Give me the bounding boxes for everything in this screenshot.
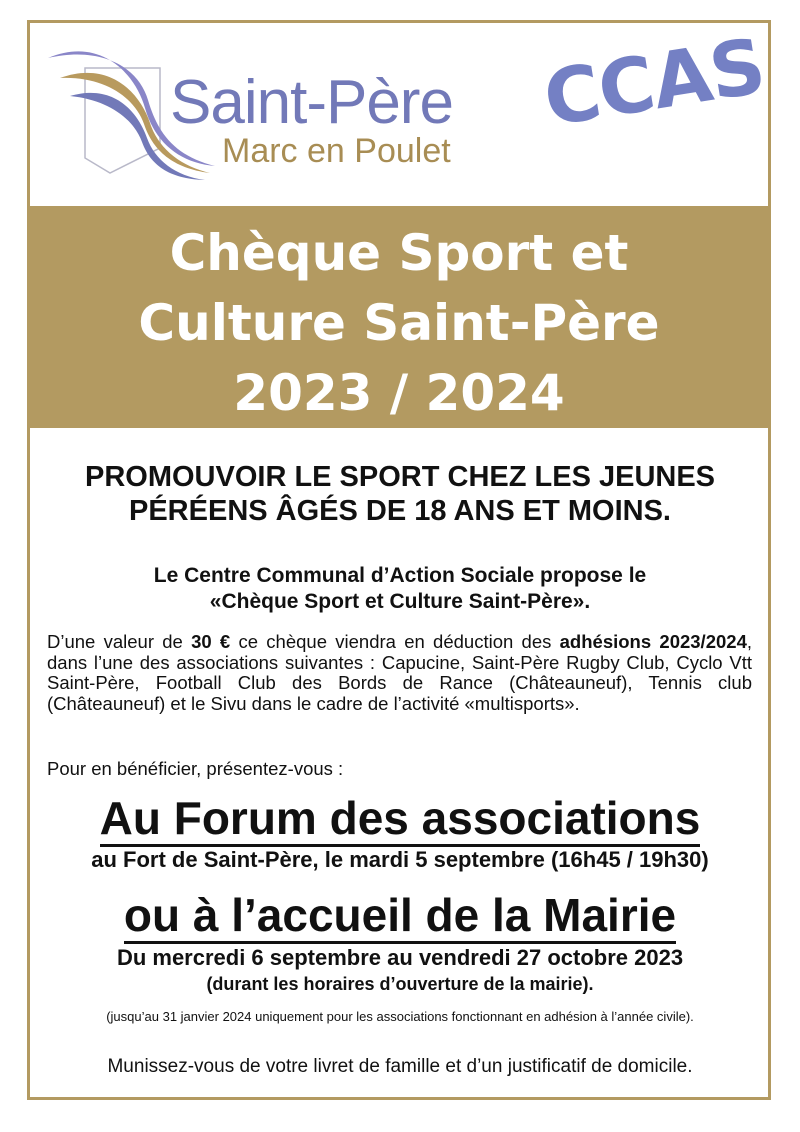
note: (jusqu’au 31 janvier 2024 uniquement pour les associations fonctionnant en adhésion à l’année civile). [106,1009,694,1024]
description-paragraph [47,632,752,714]
banner-line-1: Chèque Sport et [169,224,629,282]
slogan [30,460,770,528]
mairie-dates: Du mercredi 6 septembre au vendredi 27 octobre 2023 [116,945,684,970]
banner-line-3: 2023 / 2024 [233,364,565,422]
slogan-line-1: PROMOUVOIR LE SPORT CHEZ LES JEUNES [84,461,716,493]
adhesions-label: adhésions 2023/2024 [559,631,747,652]
para-part-1: D’une valeur de [47,631,192,652]
intro-line-1: Le Centre Communal d’Action Sociale propose le [153,564,647,587]
mairie-heading [30,889,770,941]
intro-text [30,563,770,615]
logo-title: Saint-Père [170,68,453,137]
slogan-line-2: PÉRÉENS ÂGÉS DE 18 ANS ET MOINS. [129,495,671,527]
banner-title [27,218,771,428]
ccas-logo: CCAS [537,20,771,144]
para-part-3: , dans l’une des associations suivantes : Capucine, Saint-Père Rugby Club, Cyclo Vtt Saint-Père, Football Club des Bords de Rance (Châteauneuf), Tennis club (Châteauneuf) et le Sivu dans le cadre de l’activité «multisports». [47,631,752,714]
forum-heading [30,792,770,844]
forum-heading-text: Au Forum des associations [100,792,701,847]
para-part-2: ce chèque viendra en déduction des [230,631,560,652]
logo-subtitle: Marc en Poulet [222,132,451,170]
footer-text: Munissez-vous de votre livret de famille et d’un justificatif de domicile. [107,1056,693,1077]
title-banner [27,206,771,428]
amount-value: 30 € [191,631,231,652]
benefit-line: Pour en bénéficier, présentez-vous : [47,758,344,779]
mairie-heading-text: ou à l’accueil de la Mairie [124,889,676,944]
mairie-hours: (durant les horaires d’ouverture de la mairie). [206,974,594,994]
intro-line-2: «Chèque Sport et Culture Saint-Père». [209,590,591,613]
banner-line-2: Culture Saint-Père [138,294,660,352]
forum-detail: au Fort de Saint-Père, le mardi 5 septembre (16h45 / 19h30) [91,847,709,872]
